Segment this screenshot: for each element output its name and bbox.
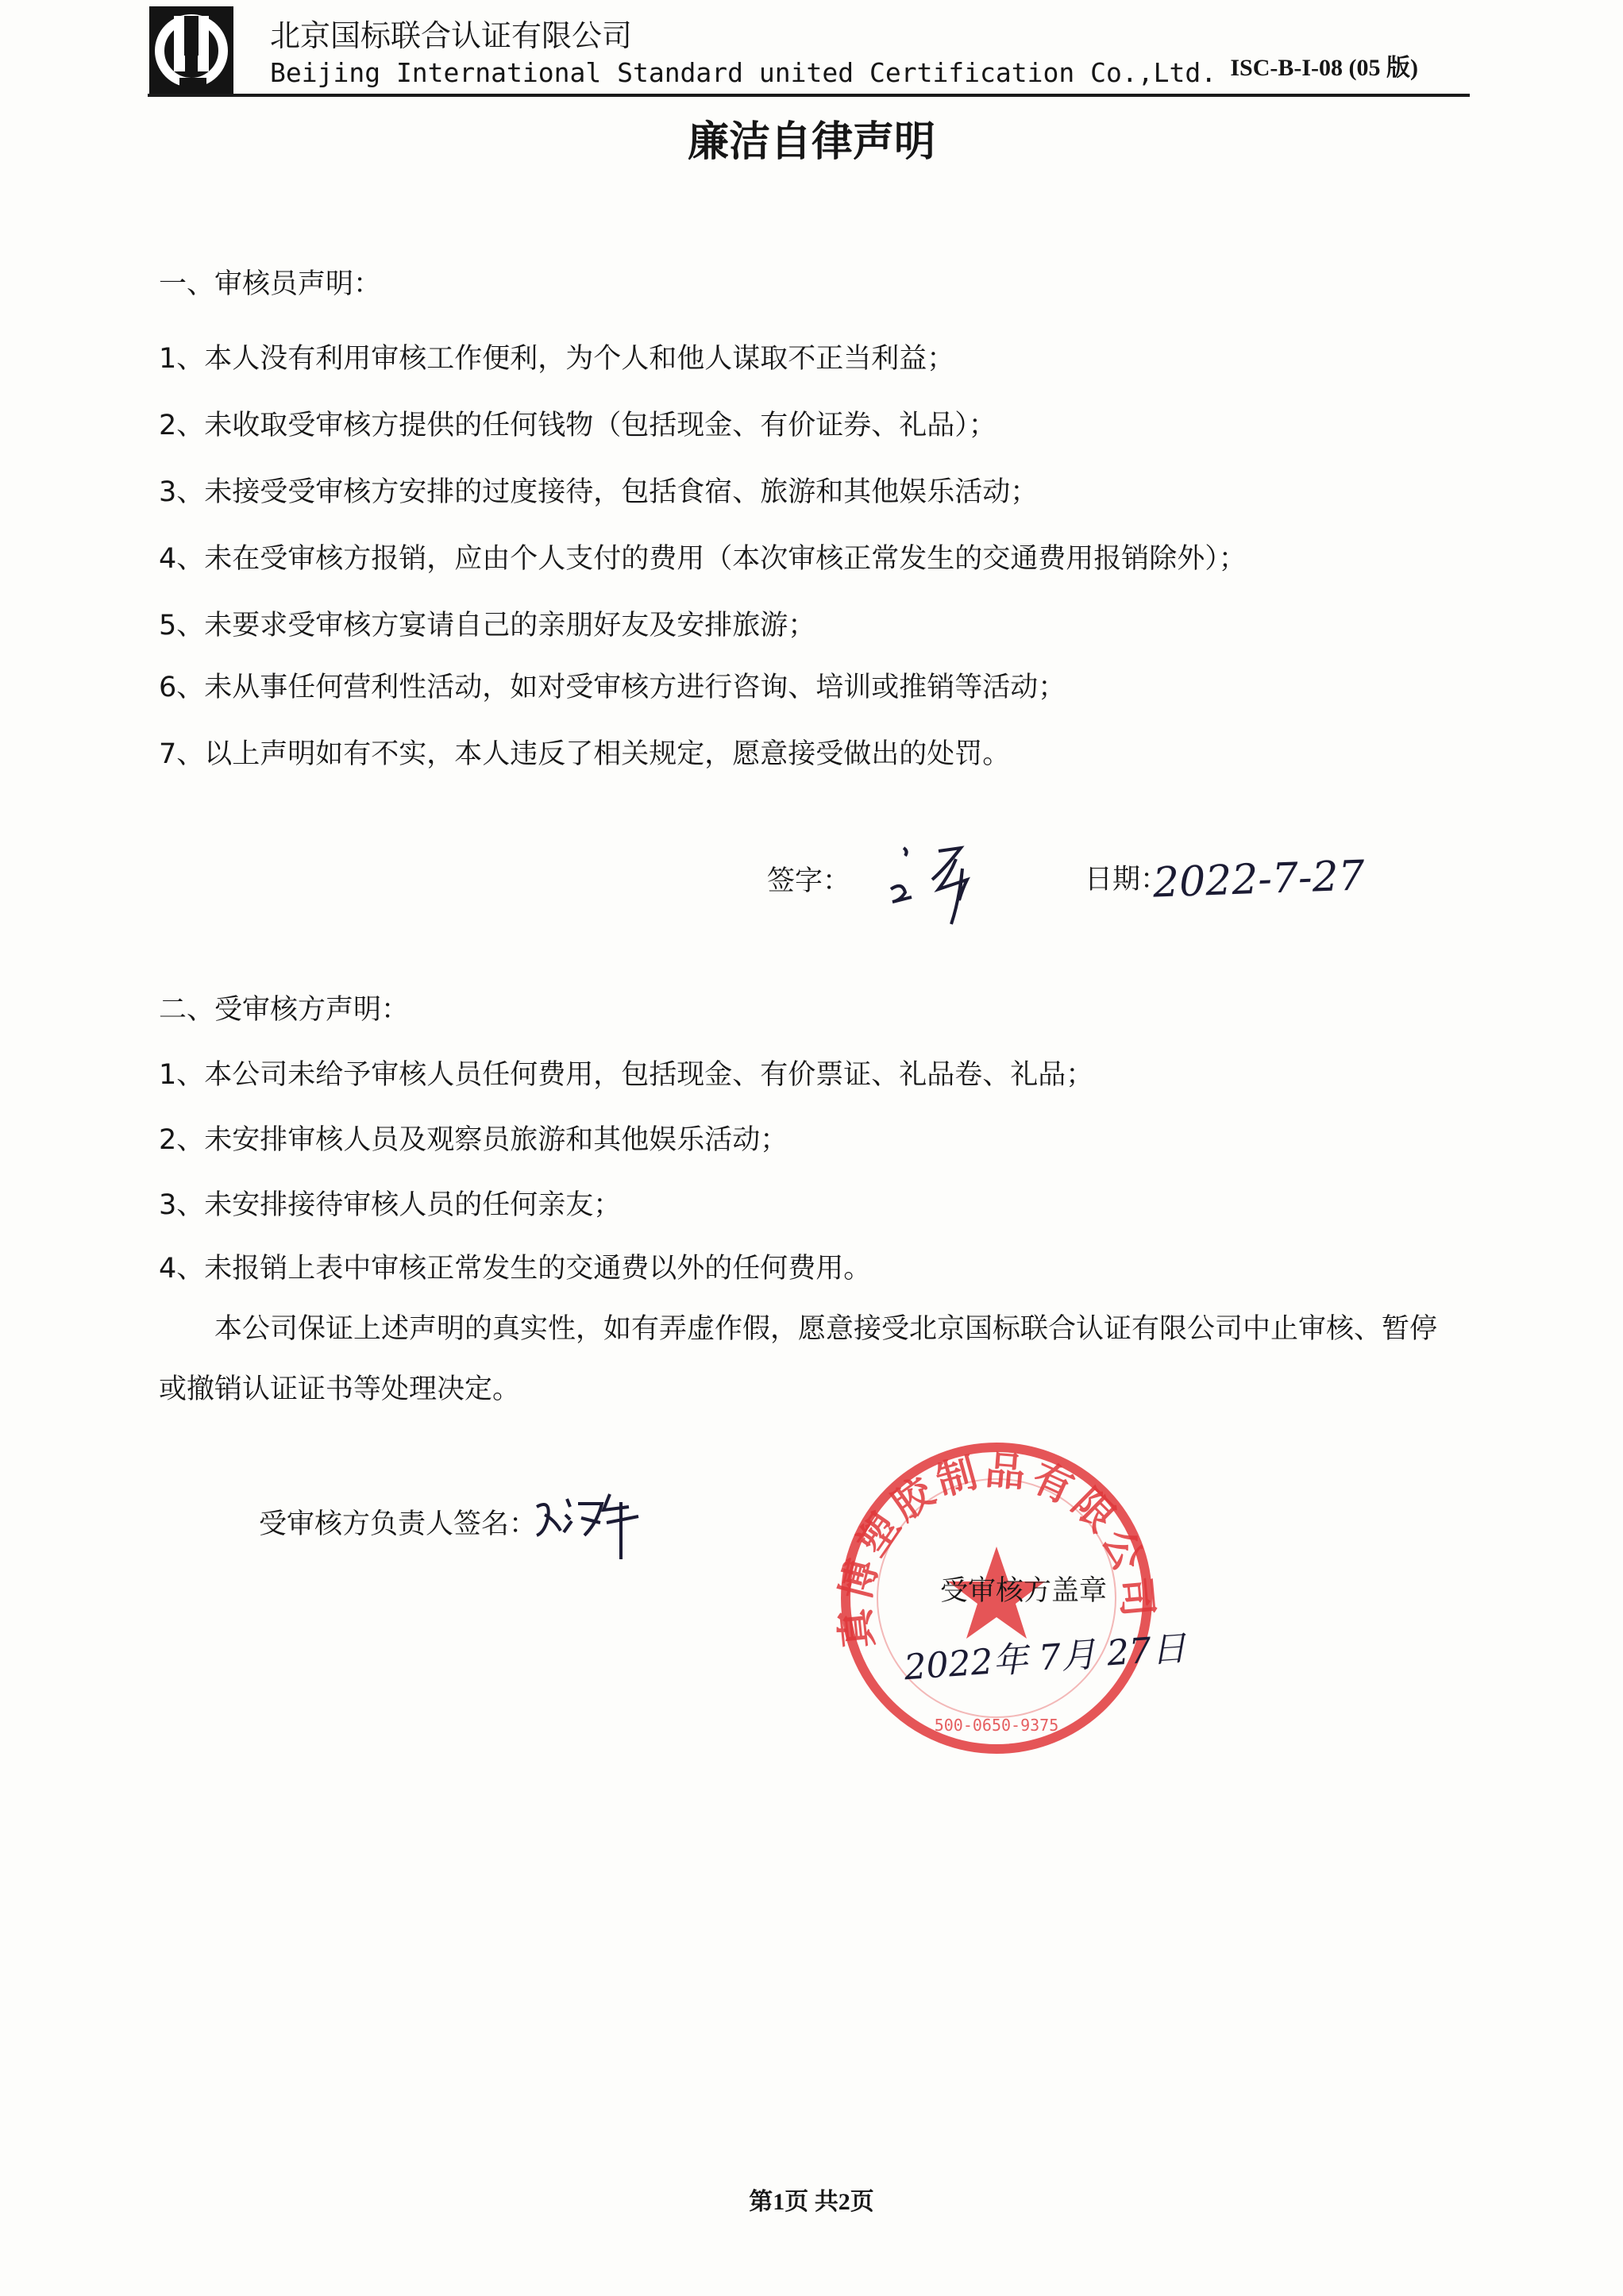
auditee-statement-item: 4、未报销上表中审核正常发生的交通费以外的任何费用。 (159, 1253, 872, 1285)
document-title: 廉洁自律声明 (687, 118, 935, 166)
seal-text: 真博塑胶制品有限公司 (834, 1447, 1159, 1651)
auditor-statement-item: 3、未接受受审核方安排的过度接待，包括食宿、旅游和其他娱乐活动； (159, 476, 1039, 508)
auditor-section-heading: 一、审核员声明： (159, 268, 382, 300)
manager-signature-label: 受审核方负责人签名： (259, 1508, 538, 1540)
page-number: 第1页 共2页 (749, 2189, 874, 2215)
auditor-statement-item: 4、未在受审核方报销，应由个人支付的费用（本次审核正常发生的交通费用报销除外）； (159, 543, 1247, 575)
document-code: ISC-B-I-08 (05 版) (1230, 55, 1418, 81)
svg-text:真博塑胶制品有限公司 (834, 1447, 1159, 1651)
auditor-statement-item: 2、未收取受审核方提供的任何钱物（包括现金、有价证券、礼品）； (159, 410, 997, 441)
auditor-date-value: 2022-7-27 (1152, 852, 1366, 907)
auditor-statement-item: 5、未要求受审核方宴请自己的亲朋好友及安排旅游； (159, 610, 816, 641)
manager-signature (530, 1483, 650, 1562)
auditee-statement-item: 1、本公司未给予审核人员任何费用，包括现金、有价票证、礼品卷、礼品； (159, 1059, 1094, 1091)
company-name-cn: 北京国标联合认证有限公司 (270, 18, 633, 53)
auditee-guarantee-paragraph: 本公司保证上述声明的真实性，如有弄虚作假，愿意接受北京国标联合认证有限公司中止审核、暂停或撤销认证证书等处理决定。 (159, 1313, 1438, 1405)
auditor-statement-item: 7、以上声明如有不实，本人违反了相关规定，愿意接受做出的处罚。 (159, 738, 1011, 770)
stamp-date: 2022年 7月 27日 (902, 1628, 1188, 1689)
auditee-section-heading: 二、受审核方声明： (159, 994, 410, 1026)
auditee-statement-item: 2、未安排审核人员及观察员旅游和其他娱乐活动； (159, 1124, 788, 1156)
seal-number: 500-0650-9375 (934, 1716, 1059, 1735)
isc-logo-icon (148, 5, 235, 95)
auditor-statement-item: 1、本人没有利用审核工作便利，为个人和他人谋取不正当利益； (159, 343, 955, 375)
date-label: 日期： (1085, 864, 1169, 896)
auditee-statement-item: 3、未安排接待审核人员的任何亲友； (159, 1189, 622, 1221)
auditor-statement-item: 6、未从事任何营利性活动，如对受审核方进行咨询、培训或推销等活动； (159, 672, 1066, 703)
signature-label: 签字： (767, 865, 851, 897)
company-name-en: Beijing International Standard united Certification Co.,Ltd. (270, 57, 1217, 88)
auditor-signature (880, 834, 999, 969)
stamp-label: 受审核方盖章 (940, 1575, 1108, 1607)
header-divider (148, 94, 1470, 97)
